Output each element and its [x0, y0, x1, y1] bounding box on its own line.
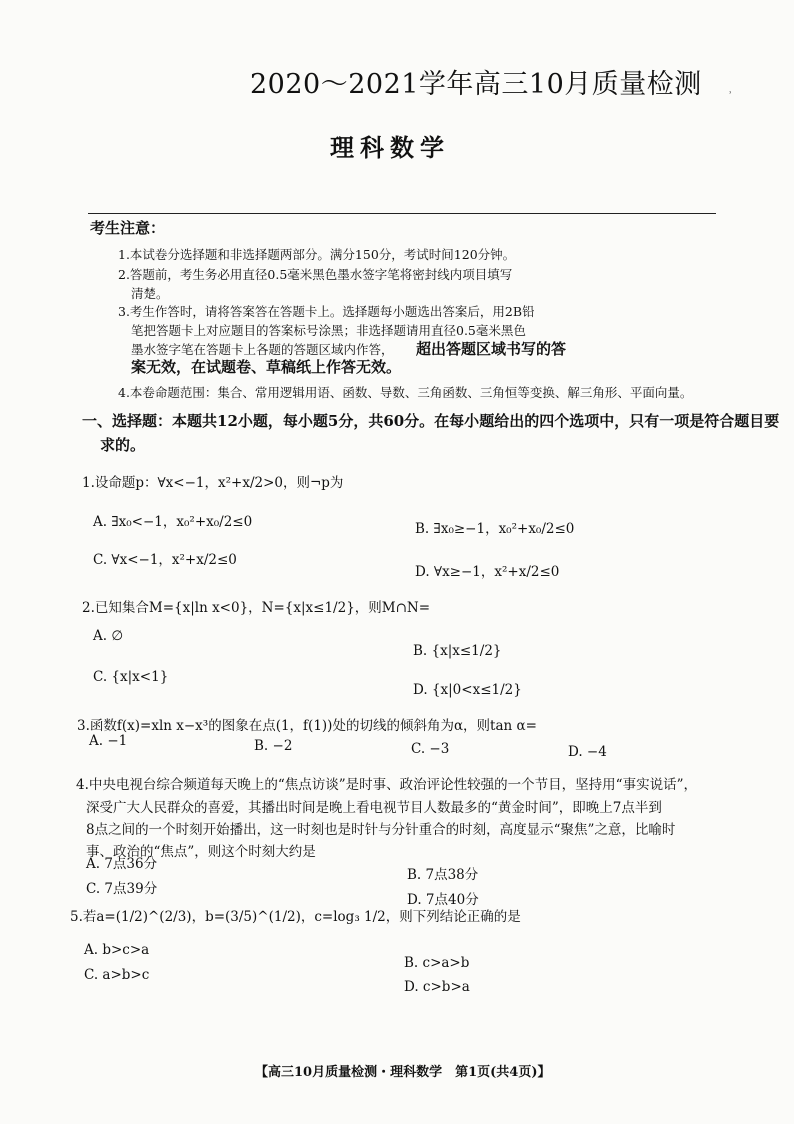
notice-line-6-bold: 超出答题区域书写的答 [416, 340, 567, 358]
question-2-option-a: A. ∅ [93, 628, 124, 644]
section-heading-cont: 求的。 [100, 436, 146, 454]
question-2-option-d: D. {x|0<x≤1/2} [413, 682, 522, 698]
notice-line-4: 3.考生作答时，请将答案答在答题卡上。选择题每小题选出答案后，用2B铅 [118, 304, 535, 319]
exam-subject: 理科数学 [330, 133, 450, 162]
question-2-option-c: C. {x|x<1} [93, 669, 169, 685]
notice-line-2: 2.答题前，考生务必用直径0.5毫米黑色墨水签字笔将密封线内项目填写 [118, 267, 513, 282]
question-1-option-a: A. ∃x₀<−1，x₀²+x₀/2≤0 [93, 514, 253, 530]
notice-line-6: 墨水签字笔在答题卡上各题的答题区域内作答， [131, 342, 394, 357]
page-footer: 【高三10月质量检测・理科数学 第1页(共4页)】 [255, 1065, 551, 1080]
question-3-option-d: D. −4 [568, 744, 607, 760]
question-4-stem-line-2: 深受广大人民群众的喜爱，其播出时间是晚上看电视节目人数最多的“黄金时间”，即晚上7点半到 [86, 800, 662, 816]
question-5-option-d: D. c>b>a [404, 979, 470, 995]
question-4-stem-line-4: 事、政治的“焦点”，则这个时刻大约是 [86, 844, 316, 860]
question-2-option-b: B. {x|x≤1/2} [413, 643, 502, 659]
question-5-stem: 5.若a=(1/2)^(2/3)，b=(3/5)^(1/2)，c=log₃ 1/2，则下列结论正确的是 [70, 909, 521, 925]
question-5-option-c: C. a>b>c [84, 967, 150, 983]
scan-mark: ˒ [729, 88, 733, 99]
question-3-option-b: B. −2 [254, 738, 293, 754]
question-3-option-a: A. −1 [89, 733, 128, 749]
question-5-option-a: A. b>c>a [84, 942, 150, 958]
notice-title: 考生注意： [90, 219, 166, 237]
question-3-stem: 3.函数f(x)=xln x−x³的图象在点(1，f(1))处的切线的倾斜角为α，则tan α= [77, 718, 537, 734]
question-5-option-b: B. c>a>b [404, 955, 470, 971]
question-1-option-c: C. ∀x<−1，x²+x/2≤0 [93, 552, 237, 568]
notice-line-7: 案无效，在试题卷、草稿纸上作答无效。 [131, 358, 402, 376]
question-1-option-b: B. ∃x₀≥−1，x₀²+x₀/2≤0 [415, 521, 575, 537]
question-4-option-c: C. 7点39分 [86, 881, 158, 897]
section-heading: 一、选择题：本题共12小题，每小题5分，共60分。在每小题给出的四个选项中，只有一项是符合题目要 [82, 412, 780, 430]
header-divider [88, 213, 716, 214]
question-4-stem-line-3: 8点之间的一个时刻开始播出，这一时刻也是时针与分针重合的时刻，高度显示“聚焦”之意，比喻时 [86, 822, 676, 838]
question-4-stem-line-1: 4.中央电视台综合频道每天晚上的“焦点访谈”是时事、政治评论性较强的一个节目，坚持用“事实说话”， [76, 777, 697, 793]
exam-title: 2020～2021学年高三10月质量检测 [250, 69, 702, 100]
question-1-stem: 1.设命题p：∀x<−1，x²+x/2>0，则¬p为 [82, 475, 344, 491]
question-2-stem: 2.已知集合M={x|ln x<0}，N={x|x≤1/2}，则M∩N= [82, 600, 431, 616]
notice-line-5: 笔把答题卡上对应题目的答案标号涂黑；非选择题请用直径0.5毫米黑色 [131, 323, 526, 338]
question-4-option-d: D. 7点40分 [407, 892, 479, 908]
notice-line-8: 4.本卷命题范围：集合、常用逻辑用语、函数、导数、三角函数、三角恒等变换、解三角形、平面向量。 [118, 385, 693, 400]
notice-line-1: 1.本试卷分选择题和非选择题两部分。满分150分，考试时间120分钟。 [118, 247, 516, 262]
question-1-option-d: D. ∀x≥−1，x²+x/2≤0 [415, 564, 560, 580]
question-4-option-b: B. 7点38分 [407, 867, 479, 883]
question-4-option-a: A. 7点36分 [86, 856, 158, 872]
notice-line-3: 清楚。 [131, 286, 169, 301]
question-3-option-c: C. −3 [411, 741, 450, 757]
